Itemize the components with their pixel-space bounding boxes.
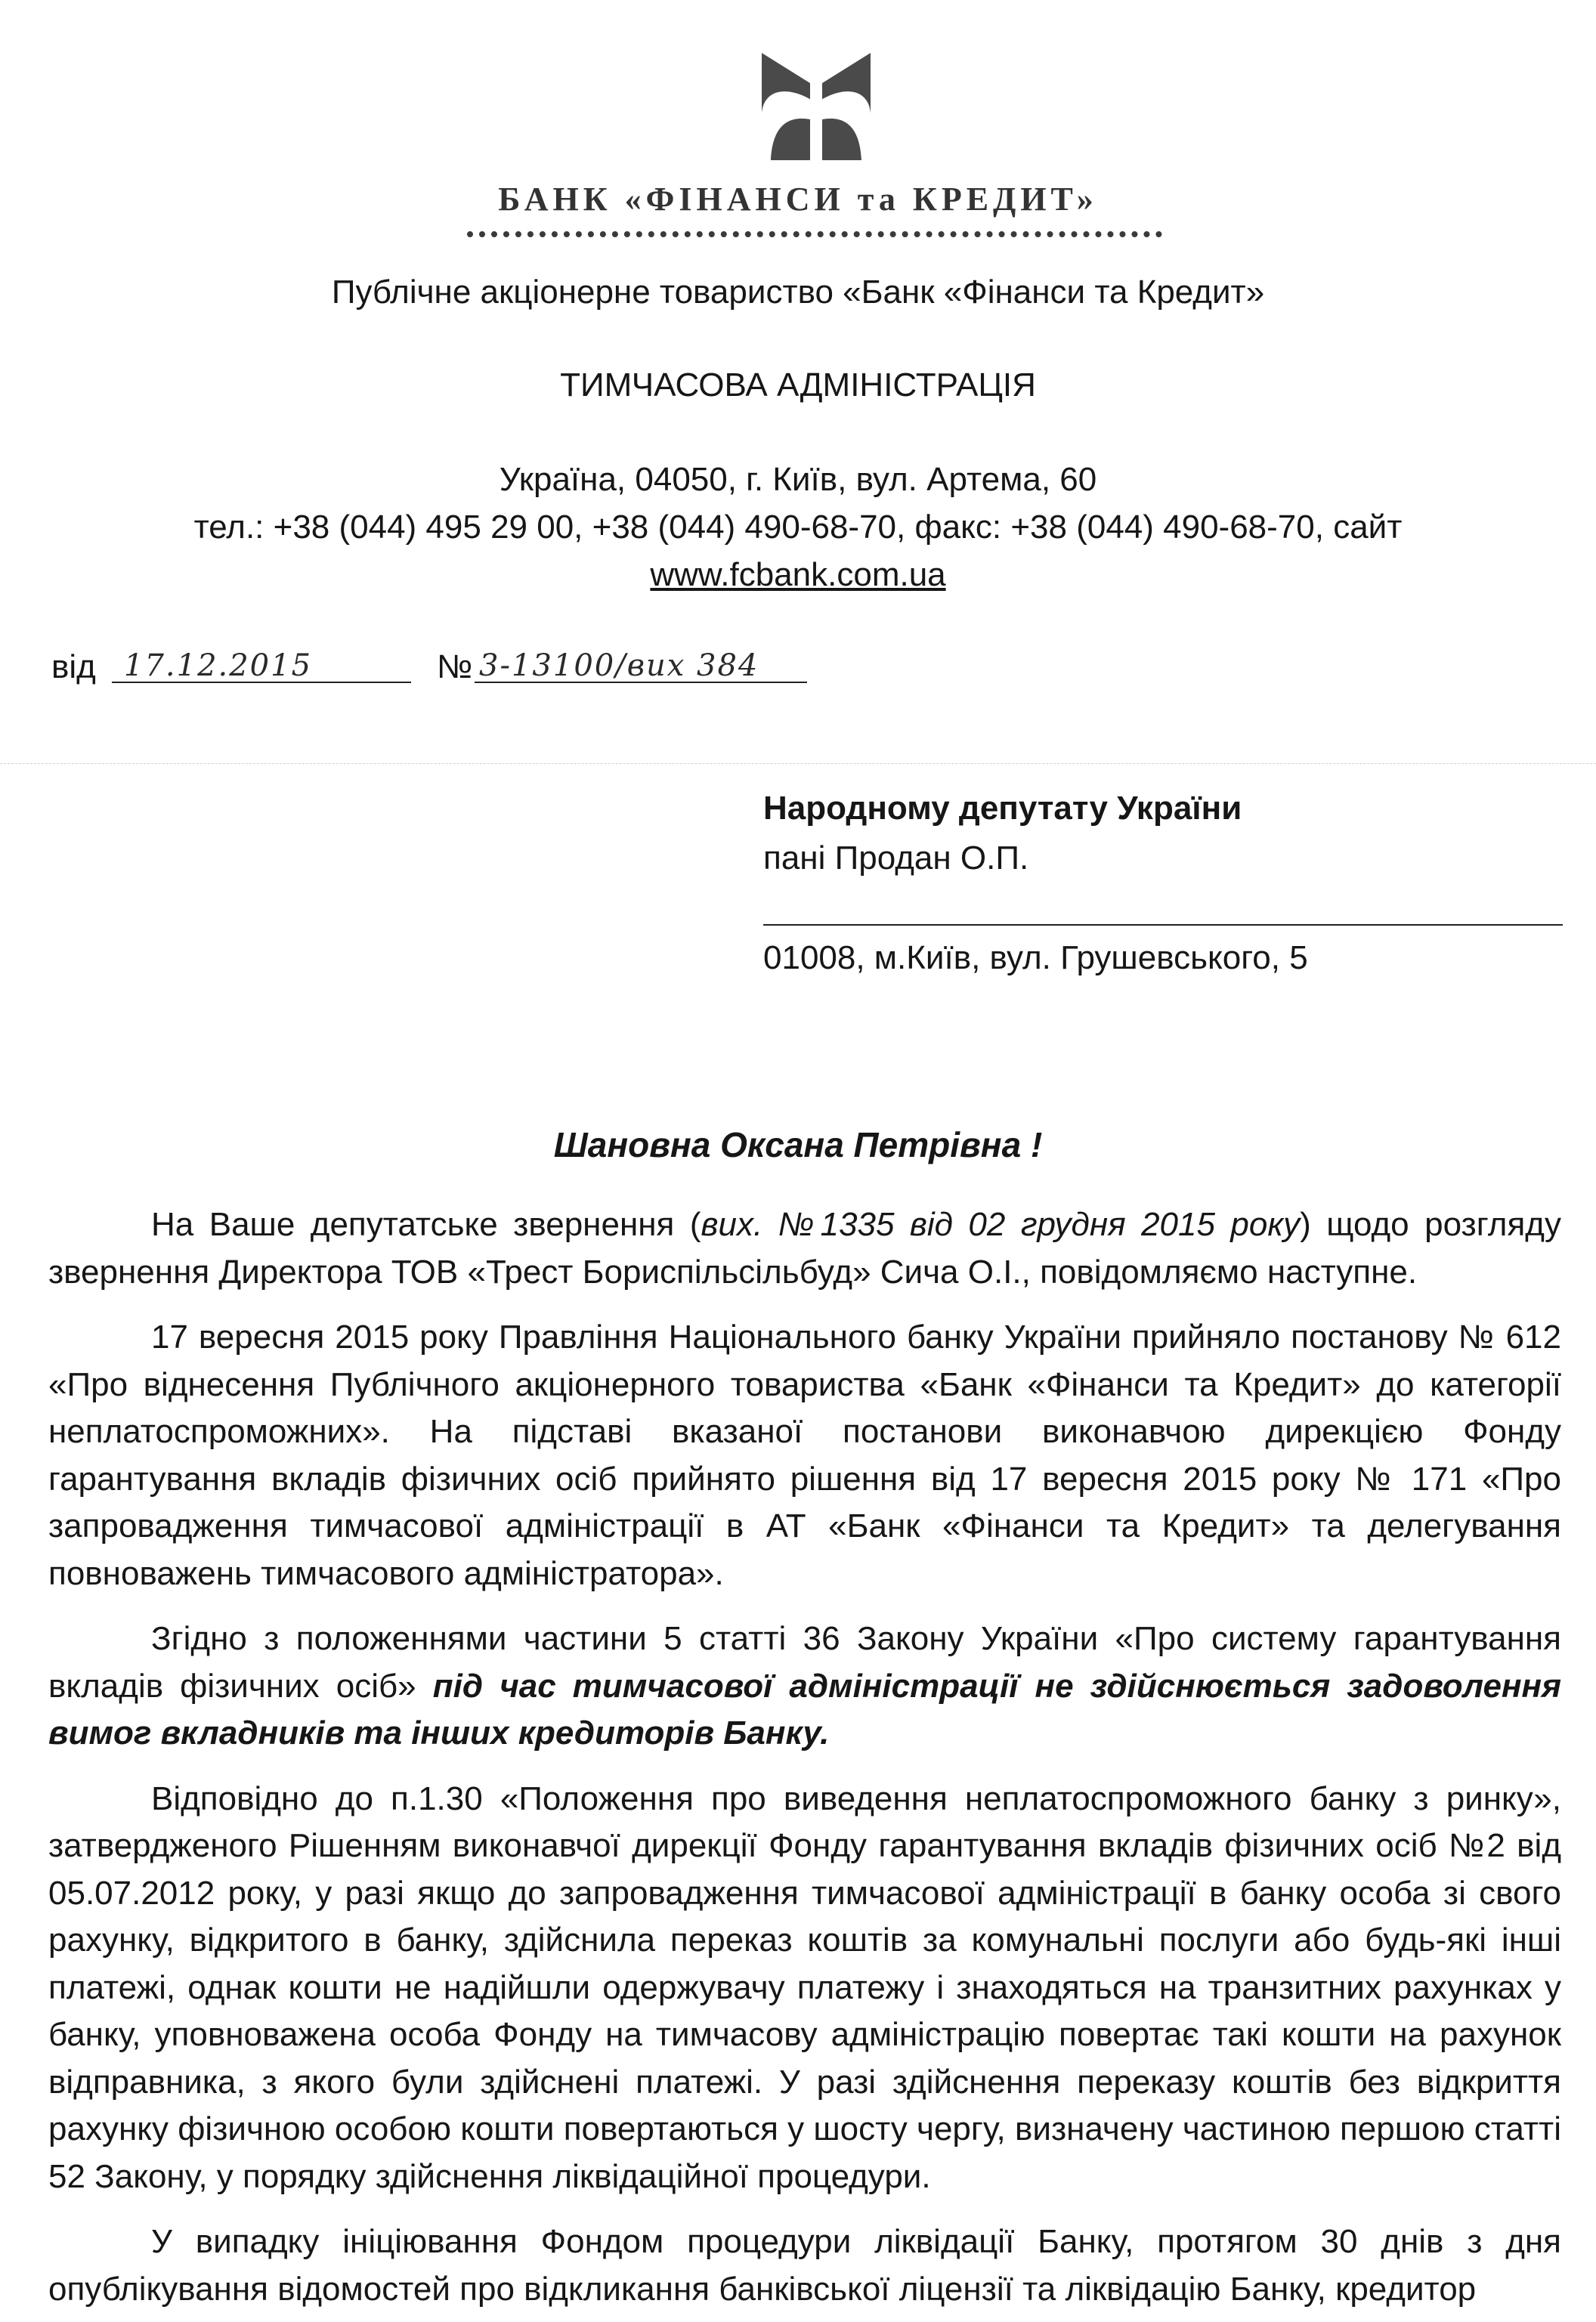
- paragraph-3: [48, 1616, 1561, 1758]
- paragraph-2: 17 вересня 2015 року Правління Національного банку України прийняло постанову № 612 «Про віднесення Публічного акціонерного товариства «Банк «Фінанси та Кредит» до категорії неплатоспроможних». На підставі вказаної постанови виконавчою дирекцією Фонду гарантування вкладів фізичних осіб прийнято рішення від 17 вересня 2015 року № 171 «Про запровадження тимчасової адміністрації в АТ «Банк «Фінанси та Кредит» та делегування повноважень тимчасового адміністратора».: [48, 1319, 1561, 1592]
- company-address: Україна, 04050, г. Київ, вул. Артема, 60: [499, 461, 1097, 498]
- header-dotted-divider: [467, 231, 1162, 243]
- handwritten-number: 3-13100/вих 384: [479, 648, 759, 683]
- paragraph-5: У випадку ініціювання Фондом процедури ліквідації Банку, протягом 30 днів з дня опублікування відомостей про відкликання банківської ліцензії та ліквідацію Банку, кредитор: [48, 2223, 1561, 2308]
- bank-name: БАНК «ФІНАНСИ та КРЕДИТ»: [498, 181, 1098, 218]
- addressee-divider: [763, 924, 1563, 926]
- bank-logo-icon: [756, 30, 877, 166]
- paragraph-3-text: Згідно з положеннями частини 5 статті 36 Закону України «Про систему гарантування вкладів фізичних осіб»: [48, 1620, 1561, 1705]
- number-label: №: [437, 648, 473, 685]
- paragraph-3-emphasis: під час тимчасової адміністрації не здійснюється задоволення вимог вкладників та інших кредиторів Банку.: [48, 1667, 1562, 1752]
- addressee-name: пані Продан О.П.: [763, 839, 1029, 877]
- registration-line: [51, 648, 807, 694]
- paragraph-4: Відповідно до п.1.30 «Положення про виведення неплатоспроможного банку з ринку», затвердженого Рішенням виконавчої дирекції Фонду гарантування вкладів фізичних осіб №2 від 05.07.2012 року, у разі якщо до запровадження тимчасової адміністрації в банку особа зі свого рахунку, відкритого в банку, здійснила переказ коштів за комунальні послуги або будь-які інші платежі, однак кошти не надійшли одержувачу платежу і знаходяться на транзитних рахунках у банку, уповноважена особа Фонду на тимчасову адміністрацію повертає такі кошти на рахунок відправника, з якого були здійснені платежі. У разі здійснення переказу коштів без відкриття рахунку фізичною особою кошти повертаються у шосту чергу, визначену частиною першою статті 52 Закону, у порядку здійснення ліквідаційної процедури.: [48, 1779, 1561, 2195]
- company-website-link[interactable]: www.fcbank.com.ua: [650, 556, 946, 593]
- handwritten-date: 17.12.2015: [124, 648, 313, 683]
- salutation: Шановна Оксана Петрівна !: [553, 1125, 1043, 1164]
- addressee-title: Народному депутату України: [763, 790, 1242, 827]
- letter-body: [48, 1201, 1561, 2319]
- addressee-address: 01008, м.Київ, вул. Грушевського, 5: [763, 939, 1308, 976]
- fold-line: [0, 763, 1596, 764]
- paragraph-1: [48, 1201, 1561, 1296]
- administration-title: ТИМЧАСОВА АДМІНІСТРАЦІЯ: [560, 366, 1036, 403]
- company-full-name: Публічне акціонерне товариство «Банк «Фінанси та Кредит»: [331, 274, 1265, 311]
- paragraph-1-text-a: На Ваше депутатське звернення (: [151, 1206, 701, 1243]
- paragraph-1-text-b: ) щодо розгляду звернення Директора ТОВ «Трест Бориспільсільбуд» Сича О.І., повідомляємо наступне.: [48, 1206, 1561, 1291]
- company-contacts: тел.: +38 (044) 495 29 00, +38 (044) 490-68-70, факс: +38 (044) 490-68-70, сайт: [193, 509, 1403, 546]
- paragraph-1-reference: вих. №1335 від 02 грудня 2015 року: [701, 1206, 1301, 1243]
- date-label: від: [51, 648, 96, 685]
